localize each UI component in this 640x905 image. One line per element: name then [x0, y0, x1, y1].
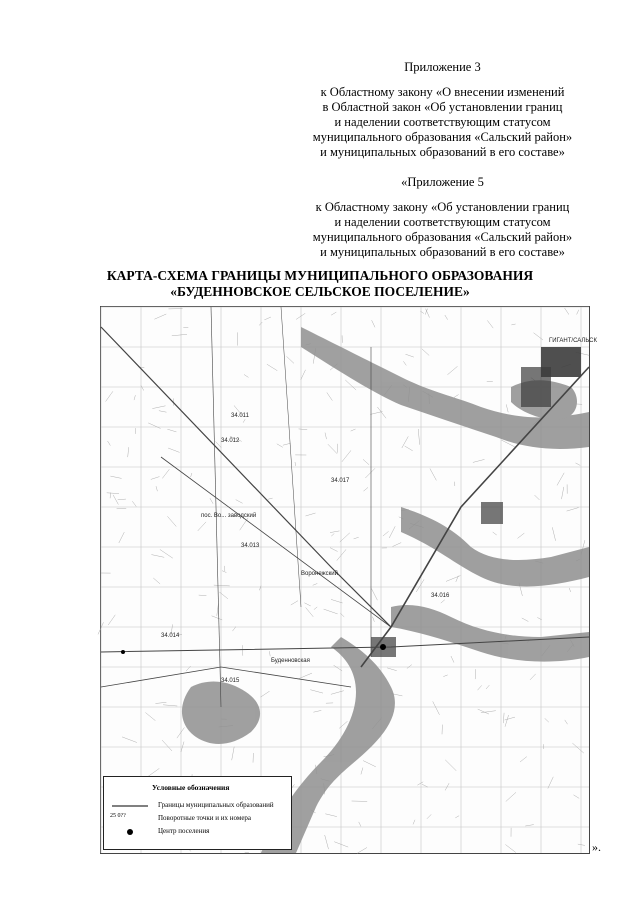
- texture-stroke: [240, 518, 248, 530]
- texture-stroke: [426, 309, 430, 318]
- texture-stroke: [506, 792, 516, 801]
- texture-stroke: [107, 493, 119, 494]
- texture-stroke: [518, 533, 525, 538]
- texture-stroke: [364, 487, 369, 491]
- texture-stroke: [443, 675, 447, 677]
- texture-stroke: [210, 498, 213, 504]
- texture-stroke: [132, 501, 136, 506]
- settlement-dot-icon: [110, 827, 150, 837]
- legend-title: Условные обозначения: [152, 783, 230, 792]
- texture-stroke: [168, 448, 180, 452]
- texture-stroke: [243, 419, 245, 422]
- texture-stroke: [327, 393, 333, 401]
- texture-stroke: [506, 404, 508, 412]
- texture-stroke: [373, 617, 375, 622]
- texture-stroke: [152, 406, 165, 409]
- texture-stroke: [153, 578, 160, 584]
- annex-5-block: [300, 175, 585, 260]
- texture-stroke: [359, 822, 361, 827]
- texture-stroke: [325, 433, 327, 440]
- texture-stroke: [445, 315, 448, 320]
- texture-stroke: [418, 429, 420, 445]
- texture-stroke: [569, 588, 571, 592]
- texture-stroke: [283, 443, 291, 445]
- texture-stroke: [351, 429, 356, 431]
- annex-3-line-3: и наделении соответствующим статусом: [334, 115, 551, 129]
- label-salsk: ГИГАНТ/САЛЬСК: [549, 338, 597, 344]
- texture-stroke: [567, 508, 579, 512]
- texture-stroke: [530, 674, 536, 680]
- map-legend: [103, 776, 292, 850]
- texture-stroke: [413, 820, 415, 825]
- texture-stroke: [331, 533, 334, 536]
- texture-stroke: [277, 444, 283, 448]
- annex-5-heading: «Приложение 5: [401, 175, 484, 189]
- texture-stroke: [417, 782, 423, 785]
- texture-stroke: [557, 473, 564, 486]
- texture-stroke: [304, 603, 310, 606]
- map-title-line-1: КАРТА-СХЕМА ГРАНИЦЫ МУНИЦИПАЛЬНОГО ОБРАЗОВАНИЯ: [106, 268, 534, 283]
- texture-stroke: [473, 459, 485, 462]
- texture-stroke: [268, 498, 273, 499]
- texture-stroke: [313, 584, 318, 586]
- map-title-line-2: «БУДЕННОВСКОЕ СЕЛЬСКОЕ ПОСЕЛЕНИЕ»: [170, 284, 470, 299]
- map-drawing: [101, 307, 597, 853]
- annex-5-line-4: и муниципальных образований в его составе»: [320, 245, 565, 259]
- texture-stroke: [119, 532, 125, 543]
- texture-stroke: [427, 814, 431, 818]
- texture-stroke: [486, 685, 489, 689]
- boundary-line-icon: [110, 801, 150, 811]
- texture-stroke: [295, 462, 296, 466]
- texture-stroke: [298, 673, 312, 679]
- texture-stroke: [151, 555, 164, 558]
- texture-stroke: [565, 308, 569, 315]
- texture-stroke: [313, 710, 321, 712]
- legend-label-boundary: Границы муниципальных образований: [158, 801, 274, 809]
- texture-stroke: [291, 601, 298, 605]
- texture-stroke: [145, 713, 155, 721]
- texture-stroke: [306, 608, 314, 617]
- texture-stroke: [505, 717, 515, 720]
- texture-stroke: [425, 309, 427, 315]
- texture-stroke: [363, 459, 369, 465]
- texture-stroke: [441, 600, 445, 603]
- texture-stroke: [447, 366, 457, 375]
- texture-stroke: [148, 423, 160, 429]
- closing-quote: ».: [592, 840, 601, 854]
- texture-stroke: [287, 356, 295, 363]
- label-budennovskaya: Буденновская: [271, 658, 310, 664]
- texture-stroke: [478, 709, 489, 714]
- turning-point-code: 25 0??: [110, 813, 126, 819]
- texture-stroke: [363, 761, 376, 767]
- texture-stroke: [371, 589, 377, 601]
- texture-stroke: [520, 757, 527, 762]
- texture-stroke: [407, 665, 412, 669]
- texture-stroke: [577, 310, 579, 315]
- turning-point-label: 34.017: [331, 478, 350, 484]
- texture-stroke: [534, 333, 544, 340]
- texture-stroke: [306, 513, 316, 516]
- texture-stroke: [339, 721, 347, 728]
- texture-stroke: [403, 361, 406, 365]
- turning-point-label: 34.011: [231, 413, 249, 419]
- texture-stroke: [422, 349, 429, 356]
- texture-stroke: [156, 486, 157, 491]
- legend-item-boundary: [110, 801, 288, 811]
- settlement-center-dot: [380, 644, 386, 650]
- turning-point-label: 34.014: [161, 633, 180, 639]
- texture-stroke: [357, 848, 367, 854]
- texture-stroke: [487, 320, 493, 328]
- texture-stroke: [422, 784, 428, 787]
- texture-stroke: [503, 713, 504, 723]
- texture-stroke: [154, 314, 166, 319]
- texture-stroke: [167, 516, 176, 526]
- texture-stroke: [345, 380, 356, 390]
- annex-5-line-3: муниципального образования «Сальский район»: [312, 230, 573, 244]
- texture-stroke: [455, 816, 459, 818]
- texture-stroke: [310, 690, 323, 693]
- texture-stroke: [383, 531, 389, 536]
- settlement-dot-west: [121, 650, 125, 654]
- texture-stroke: [505, 715, 509, 727]
- texture-stroke: [430, 469, 437, 481]
- annex-5-line-2: и наделении соответствующим статусом: [334, 215, 551, 229]
- texture-stroke: [445, 760, 456, 771]
- texture-stroke: [354, 537, 359, 539]
- texture-stroke: [269, 651, 270, 656]
- texture-stroke: [314, 607, 317, 610]
- texture-stroke: [199, 595, 207, 596]
- texture-stroke: [565, 720, 568, 724]
- map-title: [0, 268, 640, 300]
- texture-stroke: [110, 476, 121, 478]
- annex-3-heading: Приложение 3: [404, 60, 481, 74]
- texture-stroke: [106, 391, 113, 401]
- turning-point-label: 34.013: [241, 543, 260, 549]
- label-settlement-1: пос. Во... заводский: [201, 513, 257, 519]
- texture-stroke: [331, 312, 336, 315]
- texture-stroke: [342, 450, 351, 461]
- texture-stroke: [525, 825, 534, 826]
- texture-stroke: [177, 728, 185, 739]
- texture-stroke: [113, 495, 118, 505]
- texture-stroke: [159, 411, 167, 413]
- texture-stroke: [331, 691, 344, 695]
- texture-stroke: [446, 576, 460, 582]
- texture-stroke: [151, 477, 160, 480]
- texture-stroke: [122, 737, 137, 743]
- texture-stroke: [574, 795, 580, 799]
- texture-stroke: [433, 701, 440, 714]
- texture-stroke: [162, 740, 172, 751]
- texture-stroke: [324, 609, 338, 614]
- texture-stroke: [198, 522, 206, 531]
- texture-stroke: [511, 324, 515, 325]
- texture-stroke: [167, 429, 176, 432]
- texture-stroke: [134, 395, 135, 400]
- texture-stroke: [522, 618, 529, 622]
- texture-stroke: [576, 463, 581, 466]
- texture-stroke: [545, 718, 549, 722]
- texture-stroke: [361, 768, 363, 775]
- texture-stroke: [128, 447, 129, 457]
- texture-stroke: [325, 835, 329, 849]
- texture-stroke: [370, 412, 382, 415]
- texture-stroke: [118, 499, 126, 500]
- annex-3-line-5: и муниципальных образований в его составе»: [320, 145, 565, 159]
- texture-stroke: [261, 691, 270, 697]
- texture-stroke: [543, 744, 544, 749]
- texture-stroke: [155, 702, 166, 703]
- texture-stroke: [493, 532, 497, 535]
- texture-stroke: [389, 526, 395, 538]
- texture-stroke: [108, 615, 115, 625]
- texture-stroke: [214, 585, 230, 586]
- texture-stroke: [330, 531, 340, 533]
- texture-stroke: [301, 370, 306, 380]
- texture-stroke: [505, 845, 515, 853]
- texture-stroke: [110, 493, 111, 499]
- texture-stroke: [328, 444, 337, 454]
- texture-stroke: [552, 527, 555, 541]
- texture-stroke: [191, 473, 192, 477]
- texture-stroke: [108, 441, 111, 446]
- annex-3-line-2: в Областной закон «Об установлении границ: [322, 100, 563, 114]
- texture-stroke: [163, 705, 177, 706]
- texture-stroke: [572, 743, 583, 753]
- texture-stroke: [372, 320, 375, 327]
- texture-stroke: [387, 668, 397, 671]
- annex-3-line-1: к Областному закону «О внесении изменений: [320, 85, 565, 99]
- texture-stroke: [244, 375, 249, 378]
- annex-3-line-4: муниципального образования «Сальский район»: [312, 130, 573, 144]
- texture-stroke: [454, 395, 459, 398]
- texture-stroke: [330, 548, 338, 552]
- turning-point-label: 34.012: [221, 438, 240, 444]
- texture-stroke: [325, 814, 337, 817]
- texture-stroke: [236, 500, 243, 504]
- texture-stroke: [212, 616, 223, 620]
- texture-stroke: [406, 354, 414, 357]
- texture-stroke: [222, 571, 226, 573]
- annex-5-line-1: к Областному закону «Об установлении границ: [315, 200, 570, 214]
- texture-stroke: [219, 592, 228, 599]
- texture-stroke: [267, 364, 277, 371]
- texture-stroke: [264, 317, 271, 320]
- texture-stroke: [562, 487, 564, 499]
- texture-stroke: [405, 446, 413, 451]
- texture-stroke: [172, 334, 187, 336]
- annex-3-block: [300, 60, 585, 160]
- texture-stroke: [365, 468, 375, 478]
- texture-stroke: [578, 844, 585, 845]
- legend-label-settlement: Центр поселения: [158, 827, 210, 835]
- legend-label-turning-point: Поворотные точки и их номера: [158, 814, 252, 822]
- turning-point-label: 34.015: [221, 678, 240, 684]
- texture-stroke: [296, 313, 305, 319]
- texture-stroke: [475, 669, 476, 679]
- texture-stroke: [451, 656, 454, 663]
- texture-stroke: [393, 543, 402, 547]
- texture-stroke: [535, 495, 540, 500]
- legend-item-settlement: [110, 827, 288, 837]
- texture-stroke: [478, 685, 482, 690]
- texture-stroke: [299, 429, 308, 430]
- legend-item-turning-point: [110, 814, 288, 824]
- boundary-map: [100, 306, 597, 854]
- texture-stroke: [232, 747, 235, 761]
- label-settlement-2: Воронежский: [301, 571, 338, 577]
- turning-point-label: 34.016: [431, 593, 450, 599]
- texture-stroke: [217, 604, 219, 616]
- texture-stroke: [337, 549, 346, 560]
- texture-stroke: [162, 469, 169, 478]
- texture-stroke: [141, 386, 144, 391]
